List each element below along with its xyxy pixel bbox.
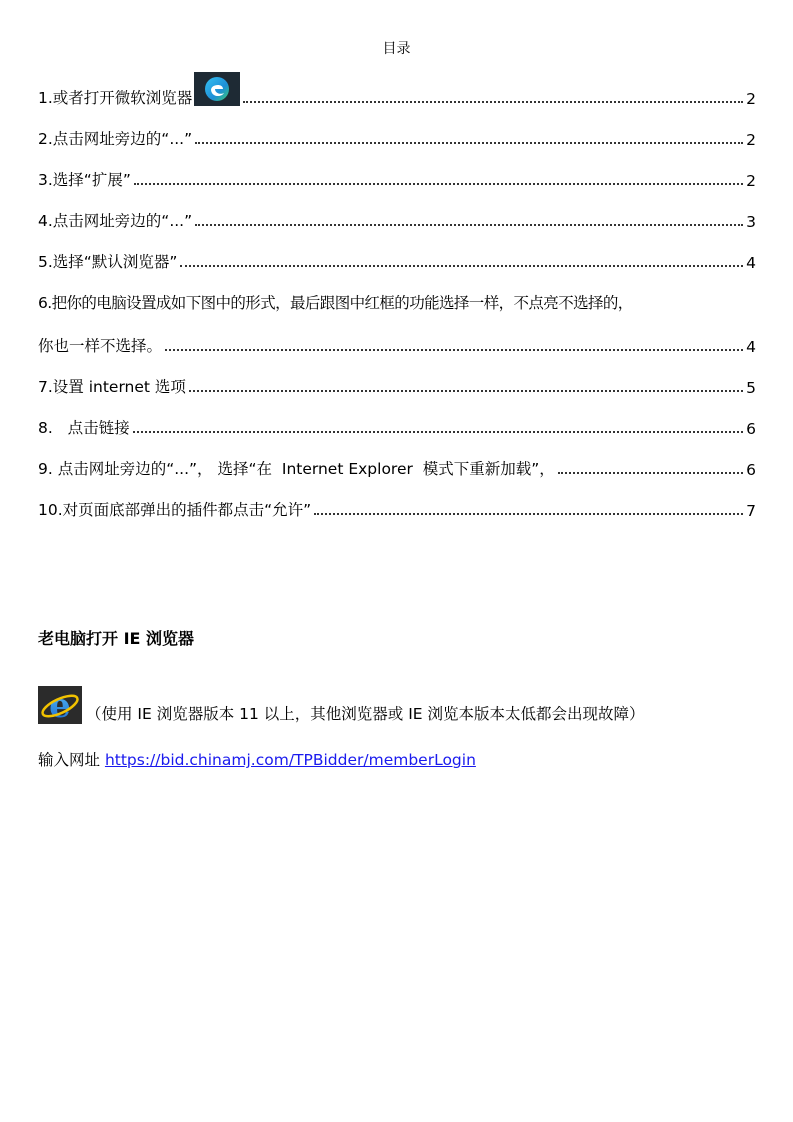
edge-browser-icon bbox=[194, 72, 240, 106]
toc-entry-text: 1.或者打开微软浏览器 bbox=[38, 89, 193, 107]
url-label: 输入网址 bbox=[38, 751, 105, 769]
toc-entry-8[interactable] bbox=[38, 400, 756, 441]
toc-entry-4[interactable] bbox=[38, 193, 756, 234]
toc-entry-text-continued: 你也一样不选择。 bbox=[38, 337, 163, 355]
section-heading: 老电脑打开 IE 浏览器 bbox=[38, 629, 195, 648]
ie-requirement-note bbox=[38, 686, 645, 724]
toc-page-number: 6 bbox=[746, 420, 756, 438]
table-of-contents bbox=[38, 70, 756, 523]
toc-page-number: 3 bbox=[746, 213, 756, 231]
leader-dots bbox=[243, 101, 743, 103]
toc-entry-text: 5.选择“默认浏览器” bbox=[38, 253, 178, 271]
svg-text:e: e bbox=[49, 686, 71, 724]
internet-explorer-icon bbox=[38, 686, 82, 724]
toc-entry-7[interactable] bbox=[38, 359, 756, 400]
toc-entry-1[interactable] bbox=[38, 70, 756, 111]
toc-entry-text: 3.选择“扩展” bbox=[38, 171, 131, 189]
toc-page-number: 2 bbox=[746, 172, 756, 190]
toc-entry-text: 7.设置 internet 选项 bbox=[38, 378, 186, 396]
leader-dots bbox=[314, 513, 743, 515]
toc-title: 目录 bbox=[382, 41, 411, 57]
toc-entry-5[interactable] bbox=[38, 234, 756, 275]
ie-version-note: （使用 IE 浏览器版本 11 以上，其他浏览器或 IE 浏览本版本太低都会出现故障） bbox=[86, 705, 645, 723]
toc-entry-text: 9. 点击网址旁边的“...”， 选择“在 Internet Explorer 模式下重新加载”， bbox=[38, 460, 555, 478]
leader-dots bbox=[195, 142, 743, 144]
leader-dots bbox=[558, 472, 743, 474]
leader-dots bbox=[134, 183, 743, 185]
toc-entry-text: 4.点击网址旁边的“...” bbox=[38, 212, 193, 230]
toc-page-number: 2 bbox=[746, 90, 756, 108]
toc-page-number: 4 bbox=[746, 254, 756, 272]
toc-entry-text: 8. 点击链接 bbox=[38, 419, 130, 437]
login-url-link[interactable]: https://bid.chinamj.com/TPBidder/memberLogin bbox=[104, 751, 476, 769]
toc-entry-text: 10.对页面底部弹出的插件都点击“允许” bbox=[38, 501, 312, 519]
toc-entry-6[interactable] bbox=[38, 275, 756, 359]
toc-entry-10[interactable] bbox=[38, 482, 756, 523]
leader-dots bbox=[165, 349, 743, 351]
url-instruction bbox=[38, 748, 476, 770]
toc-entry-text: 2.点击网址旁边的“...” bbox=[38, 130, 193, 148]
toc-page-number: 4 bbox=[746, 338, 756, 356]
toc-page-number: 6 bbox=[746, 461, 756, 479]
toc-entry-9[interactable] bbox=[38, 441, 756, 482]
toc-entry-text: 6.把你的电脑设置成如下图中的形式，最后跟图中红框的功能选择一样，不点亮不选择的， bbox=[38, 294, 633, 312]
leader-dots bbox=[180, 265, 743, 267]
leader-dots bbox=[189, 390, 743, 392]
toc-entry-2[interactable] bbox=[38, 111, 756, 152]
toc-page-number: 7 bbox=[746, 502, 756, 520]
toc-page-number: 5 bbox=[746, 379, 756, 397]
leader-dots bbox=[133, 431, 744, 433]
toc-page-number: 2 bbox=[746, 131, 756, 149]
leader-dots bbox=[195, 224, 743, 226]
toc-entry-3[interactable] bbox=[38, 152, 756, 193]
